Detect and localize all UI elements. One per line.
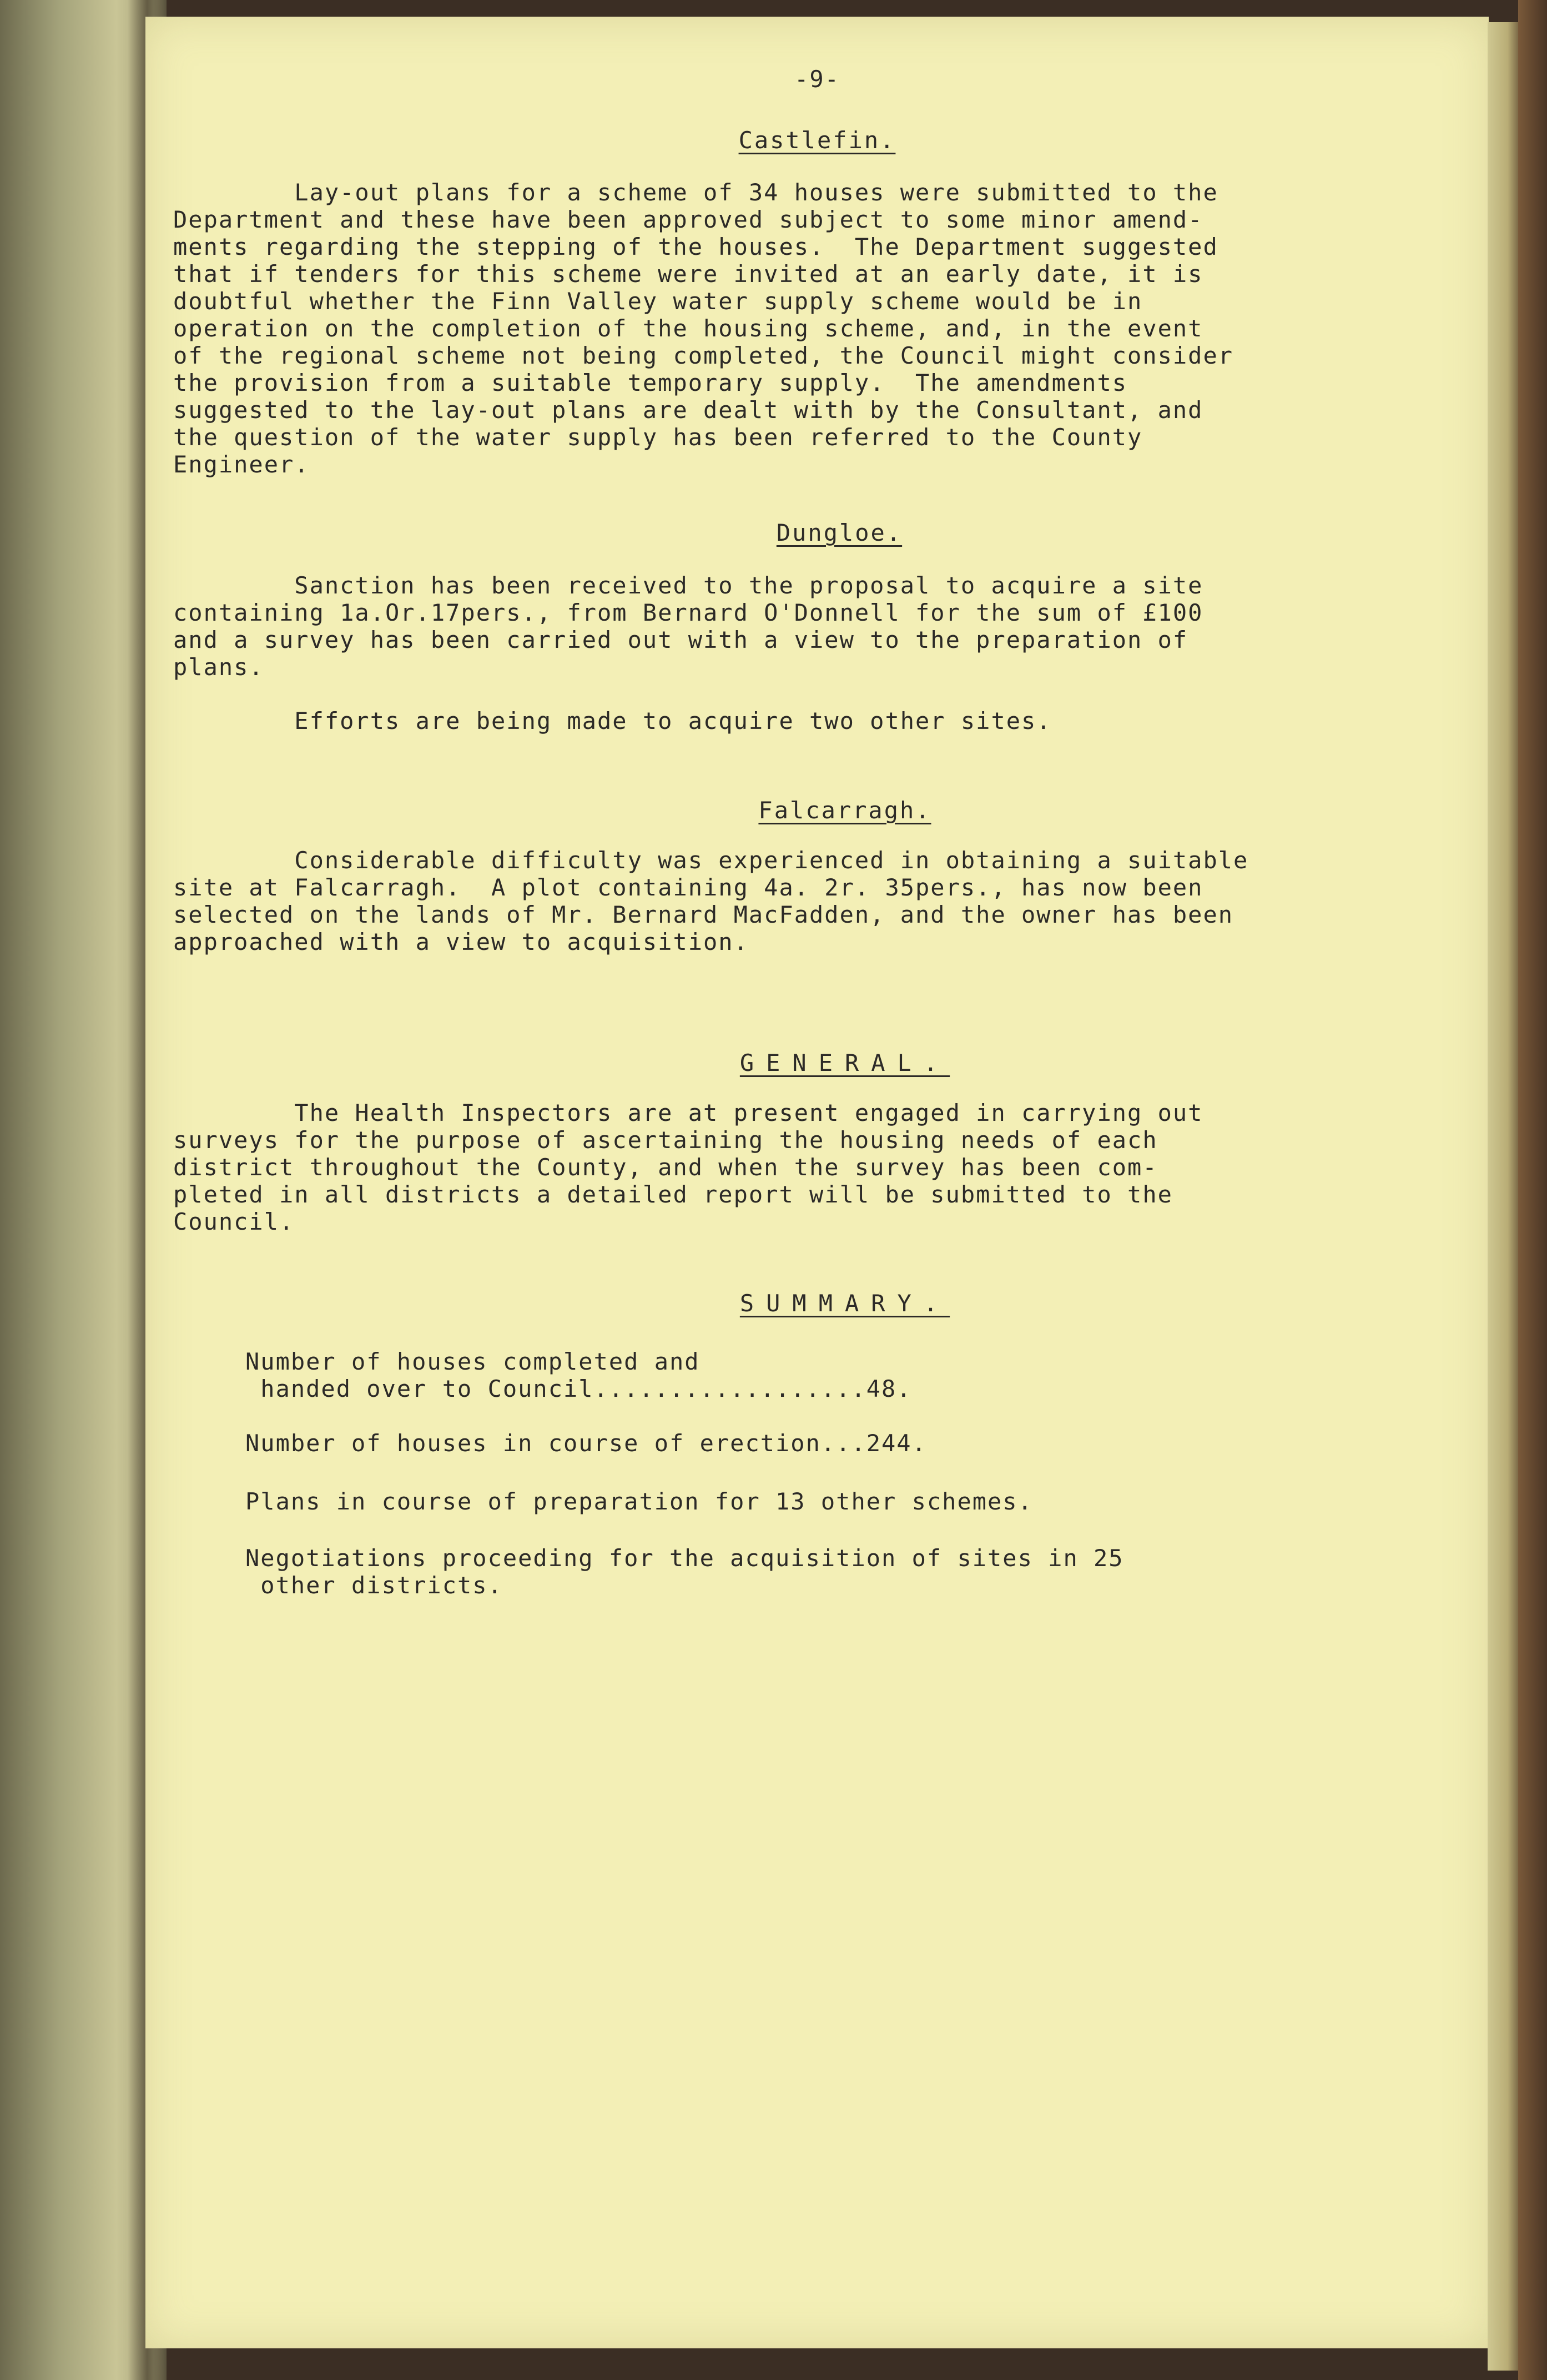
summary-item-houses-in-erection: Number of houses in course of erection...244. [245, 1430, 927, 1457]
page-stack-edge [1488, 22, 1521, 2371]
summary-item-plans-in-preparation: Plans in course of preparation for 13 other schemes. [245, 1488, 1033, 1515]
summary-item-site-negotiations: Negotiations proceeding for the acquisition of sites in 25 other districts. [245, 1544, 1124, 1599]
paragraph-dungloe-2: Efforts are being made to acquire two other sites. [173, 707, 1052, 734]
page-number: -9- [794, 66, 840, 93]
section-heading-summary: SUMMARY. [739, 1290, 950, 1317]
paragraph-dungloe-1: Sanction has been received to the proposal to acquire a site containing 1a.Or.17pers., from Bernard O'Donnell for the sum of £100 and a survey has been carried out with a view to the preparation of plans. [173, 572, 1203, 681]
book-binding [1518, 0, 1547, 2380]
paragraph-general: The Health Inspectors are at present engaged in carrying out surveys for the purpose of ascertaining the housing needs of each district throughout the County, and when the survey has been com- pleted in all districts a detailed report will be submitted to the Council. [173, 1099, 1203, 1235]
section-heading-castlefin: Castlefin. [738, 127, 896, 154]
section-heading-general: GENERAL. [739, 1049, 950, 1076]
paragraph-castlefin: Lay-out plans for a scheme of 34 houses were submitted to the Department and these have been approved subject to some minor amend- ments regarding the stepping of the houses. The Department suggested that if tenders for this scheme were invited at an early date, it is doubtful whether the Finn Valley water supply scheme would be in operation on the completion of the housing scheme, and, in the event of the regional scheme not being completed, the Council might consider the provision from a suitable temporary supply. The amendments suggested to the lay-out plans are dealt with by the Consultant, and the question of the water supply has been referred to the County Engineer. [173, 179, 1234, 478]
paragraph-falcarragh: Considerable difficulty was experienced in obtaining a suitable site at Falcarragh. A plot containing 4a. 2r. 35pers., has now been selected on the lands of Mr. Bernard MacFadden, and the owner has been approached with a view to acquisition. [173, 847, 1249, 955]
section-heading-dungloe: Dungloe. [776, 519, 903, 546]
document-page [145, 17, 1489, 2348]
section-heading-falcarragh: Falcarragh. [758, 797, 931, 824]
summary-item-houses-completed: Number of houses completed and handed over to Council..................48. [245, 1348, 912, 1402]
page-content [145, 17, 1489, 2348]
